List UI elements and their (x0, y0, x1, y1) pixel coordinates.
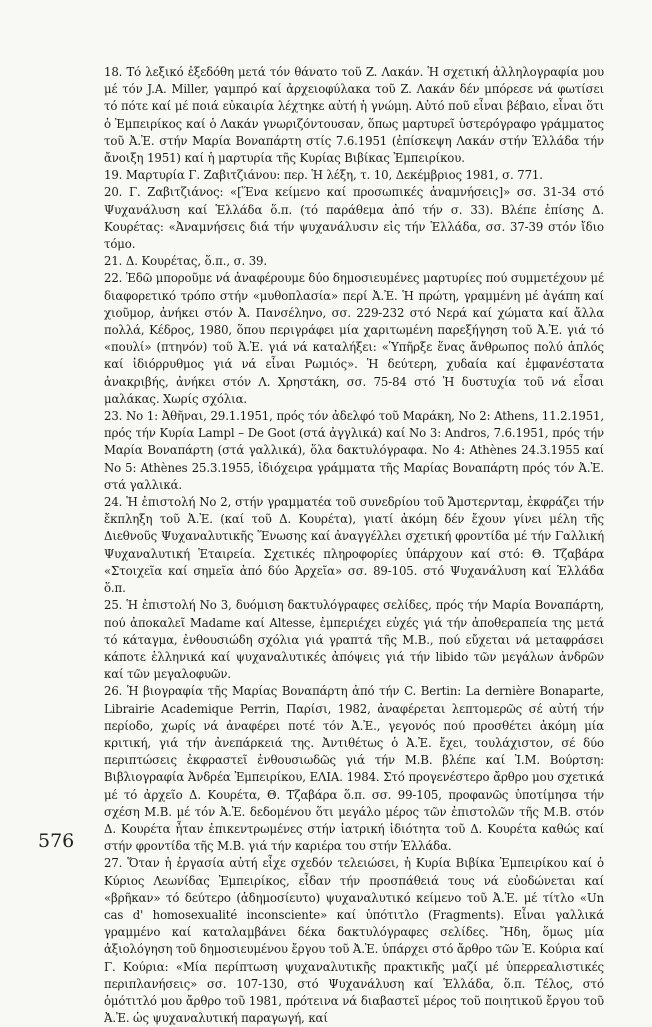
footnote-19: 19. Μαρτυρία Γ. Ζαβιτζιάνου: περ. Ἡ λέξη, τ. 10, Δεκέμβριος 1981, σ. 771. (104, 168, 543, 183)
footnote-23: 23. No 1: Ἀθῆναι, 29.1.1951, πρός τόν ἀδελφό τοῦ Μαράκη, No 2: Athens, 11.2.1951, πρός τήν Κυρία Lampl – De Goot (στά ἀγγλικά) καί No 3: Andros, 7.6.1951, πρός τήν Μαρία Βοναπάρτη (στά γαλλικά), ὅλα δακτυλόγραφα. No 4: Athènes 24.3.1955 καί No 5: Athènes 25.3.1955, ἰδιόχειρα γράμματα τῆς Μαρίας Βοναπάρτη πρός τόν Ἀ.Ἐ. στά γαλλικά. (104, 409, 604, 492)
footnote-27: 27. Ὅταν ἡ ἐργασία αὐτή εἶχε σχεδόν τελειώσει, ἡ Κυρία Βιβίκα Ἐμπειρίκου καί ὁ Κύριος Λεωνίδας Ἐμπειρίκος, εἶδαν τήν προσπάθειά τους νά εὐοδώνεται καί «βρῆκαν» τό δεύτερο (ἀδημοσίευτο) ψυχαναλυτικό κείμενο τοῦ Ἀ.Ἐ. μέ τίτλο «Un cas d' homosexualité inconsciente» καί ὑπότιτλο (Fragments). Εἶναι γαλλικά γραμμένο καί καταλαμβάνει δέκα δακτυλόγραφες σελίδες. Ἤδη, ὅμως μία ἀξιολόγηση τοῦ δημοσιευμένου ἔργου τοῦ Ἀ.Ἐ. ὑπάρχει στό ἄρθρο τῶν Ἐ. Κούρια καί Γ. Κούρια: «Μία περίπτωση ψυχαναλυτικῆς πρακτικῆς μαζί μέ ὑπερρεαλιστικές περιπλανήσεις» σσ. 107-130, στό Ψυχανάλυση καί Ἑλλάδα, ὅ.π. Τέλος, στό ὁμότιτλό μου ἄρθρο τοῦ 1981, πρότεινα νά διαβαστεῖ μέρος τοῦ ποιητικοῦ ἔργου τοῦ Ἀ.Ἐ. ὡς ψυχαναλυτική παραγωγή, καί (104, 856, 604, 1026)
footnote-26: 26. Ἡ βιογραφία τῆς Μαρίας Βοναπάρτη ἀπό τήν C. Bertin: La dernière Bonaparte, Librairie Academique Perrin, Παρίσι, 1982, ἀναφέρεται λεπτομερῶς σέ αὐτή τήν περίοδο, χωρίς νά ἀναφέρει ποτέ τόν Ἀ.Ἐ., γεγονός πού προσθέτει ἀκόμη μία κριτική, γιά τήν ἀνεπάρκειά της. Ἀντιθέτως ὁ Ἀ.Ἐ. ἔχει, τουλάχιστον, σέ δύο περιπτώσεις ἐκφραστεῖ ἐνθουσιωδῶς γιά τήν Μ.Β. βλέπε καί Ἰ.Μ. Βούρτση: Βιβλιογραφία Ἀνδρέα Ἐμπειρίκου, ΕΛΙΑ. 1984. Στό προγενέστερο ἄρθρο μου σχετικά μέ τό ἀρχεῖο Δ. Κουρέτα, Θ. Τζαβάρα ὅ.π. σσ. 99-105, προφανῶς ὑποτίμησα τήν σχέση Μ.Β. μέ τόν Ἀ.Ἐ. δεδομένου ὅτι μεγάλο μέρος τῶν ἐπιστολῶν τῆς Μ.Β. στόν Δ. Κουρέτα ἦταν ἐπικεντρωμένες στήν ἰατρική ἰδιότητα τοῦ Δ. Κουρέτα καθώς καί στήν φροντίδα τῆς Μ.Β. γιά τήν καριέρα του στήν Ἑλλάδα. (104, 684, 604, 854)
footnote-21: 21. Δ. Κουρέτας, ὅ.π., σ. 39. (104, 254, 267, 269)
page-number: 576 (38, 830, 75, 852)
footnote-22: 22. Ἐδῶ μποροῦμε νά ἀναφέρουμε δύο δημοσιευμένες μαρτυρίες πού συμμετέχουν μέ διαφορετικό τρόπο στήν «μυθοπλασία» περί Ἀ.Ἐ. Ἡ πρώτη, γραμμένη μέ ἀγάπη καί χιοῦμορ, ἀνήκει στόν Ἀ. Πανσέληνο, σσ. 229-232 στό Νερά καί χώματα καί ἄλλα πολλά, Κέδρος, 1980, ὅπου περιγράφει μία χαριτωμένη παρεξήγηση τοῦ Ἀ.Ἐ. γιά τό «πουλί» (πτηνόν) τοῦ Ἀ.Ἐ. γιά νά καταλήξει: «Ὑπῆρξε ἕνας ἄνθρωπος πολύ ἁπλός καί ἰδιόρρυθμος γιά νά εἶναι Ρωμιός». Ἡ δεύτερη, χυδαία καί ἐμφανέστατα ἀνακριβής, ἀνήκει στόν Λ. Χρηστάκη, σσ. 75-84 στό Ἡ δυστυχία τοῦ νά εἶσαι μαλάκας. Χωρίς σχόλια. (104, 271, 604, 406)
footnote-20: 20. Γ. Ζαβιτζιάνος: «[Ἕνα κείμενο καί προσωπικές ἀναμνήσεις]» σσ. 31-34 στό Ψυχανάλυση καί Ἑλλάδα ὅ.π. (τό παράθεμα ἀπό τήν σ. 33). Βλέπε ἐπίσης Δ. Κουρέτας: «Ἀναμνήσεις διά τήν ψυχανάλυσιν εἰς τήν Ἑλλάδα, σσ. 37-39 στόν ἴδιο τόμο. (104, 185, 604, 252)
footnote-24: 24. Ἡ ἐπιστολή No 2, στήν γραμματέα τοῦ συνεδρίου τοῦ Ἄμστερνταμ, ἐκφράζει τήν ἔκπληξη τοῦ Ἀ.Ἐ. (καί τοῦ Δ. Κουρέτα), γιατί ἀκόμη δέν ἔχουν γίνει μέλη τῆς Διεθνοῦς Ψυχαναλυτικῆς Ἕνωσης καί ἀναγγέλλει σχετική φροντίδα μέ τήν Γαλλική Ψυχαναλυτική Ἑταιρεία. Σχετικές πληροφορίες ὑπάρχουν καί στό: Θ. Τζαβάρα «Στοιχεῖα καί σημεῖα ἀπό δύο Ἀρχεῖα» σσ. 89-105. στό Ψυχανάλυση καί Ἑλλάδα ὅ.π. (104, 495, 604, 596)
footnote-25: 25. Ἡ ἐπιστολή No 3, δυόμιση δακτυλόγραφες σελίδες, πρός τήν Μαρία Βοναπάρτη, πού ἀποκαλεῖ Madame καί Altesse, ἐμπεριέχει εὐχές γιά τήν ἀποθεραπεία της μετά τό κάταγμα, ἐνθουσιώδη σχόλια γιά γραπτά τῆς Μ.Β., πού εὔχεται νά μεταφράσει κάποτε ἑλληνικά καί ψυχαναλυτικές ἀπόψεις γιά τήν libido τῶν μεγάλων ἀνδρῶν καί τῶν μεγαλοφυῶν. (104, 598, 604, 682)
footnotes-block (104, 64, 604, 1027)
footnote-18: 18. Τό λεξικό ἐξεδόθη μετά τόν θάνατο τοῦ Z. Λακάν. Ἡ σχετική ἀλληλογραφία μου μέ τόν J.A. Miller, γαμπρό καί ἀρχειοφύλακα τοῦ Z. Λακάν δέν μπόρεσε νά φωτίσει τό πότε καί μέ ποιά εὐκαιρία λέχτηκε αὐτή ἡ γνώμη. Αὐτό ποῦ εἶναι βέβαιο, εἶναι ὅτι ὁ Ἐμπειρίκος καί ὁ Λακάν γνωριζόντουσαν, ὅπως μαρτυρεῖ ὑστερόγραφο γράμματος τοῦ Ἀ.Ἐ. στήν Μαρία Βοναπάρτη στίς 7.6.1951 (ἐπίσκεψη Λακάν στήν Ἑλλάδα τήν ἄνοιξη 1951) καί ἡ μαρτυρία τῆς Κυρίας Βιβίκας Ἐμπειρίκου. (104, 65, 604, 166)
